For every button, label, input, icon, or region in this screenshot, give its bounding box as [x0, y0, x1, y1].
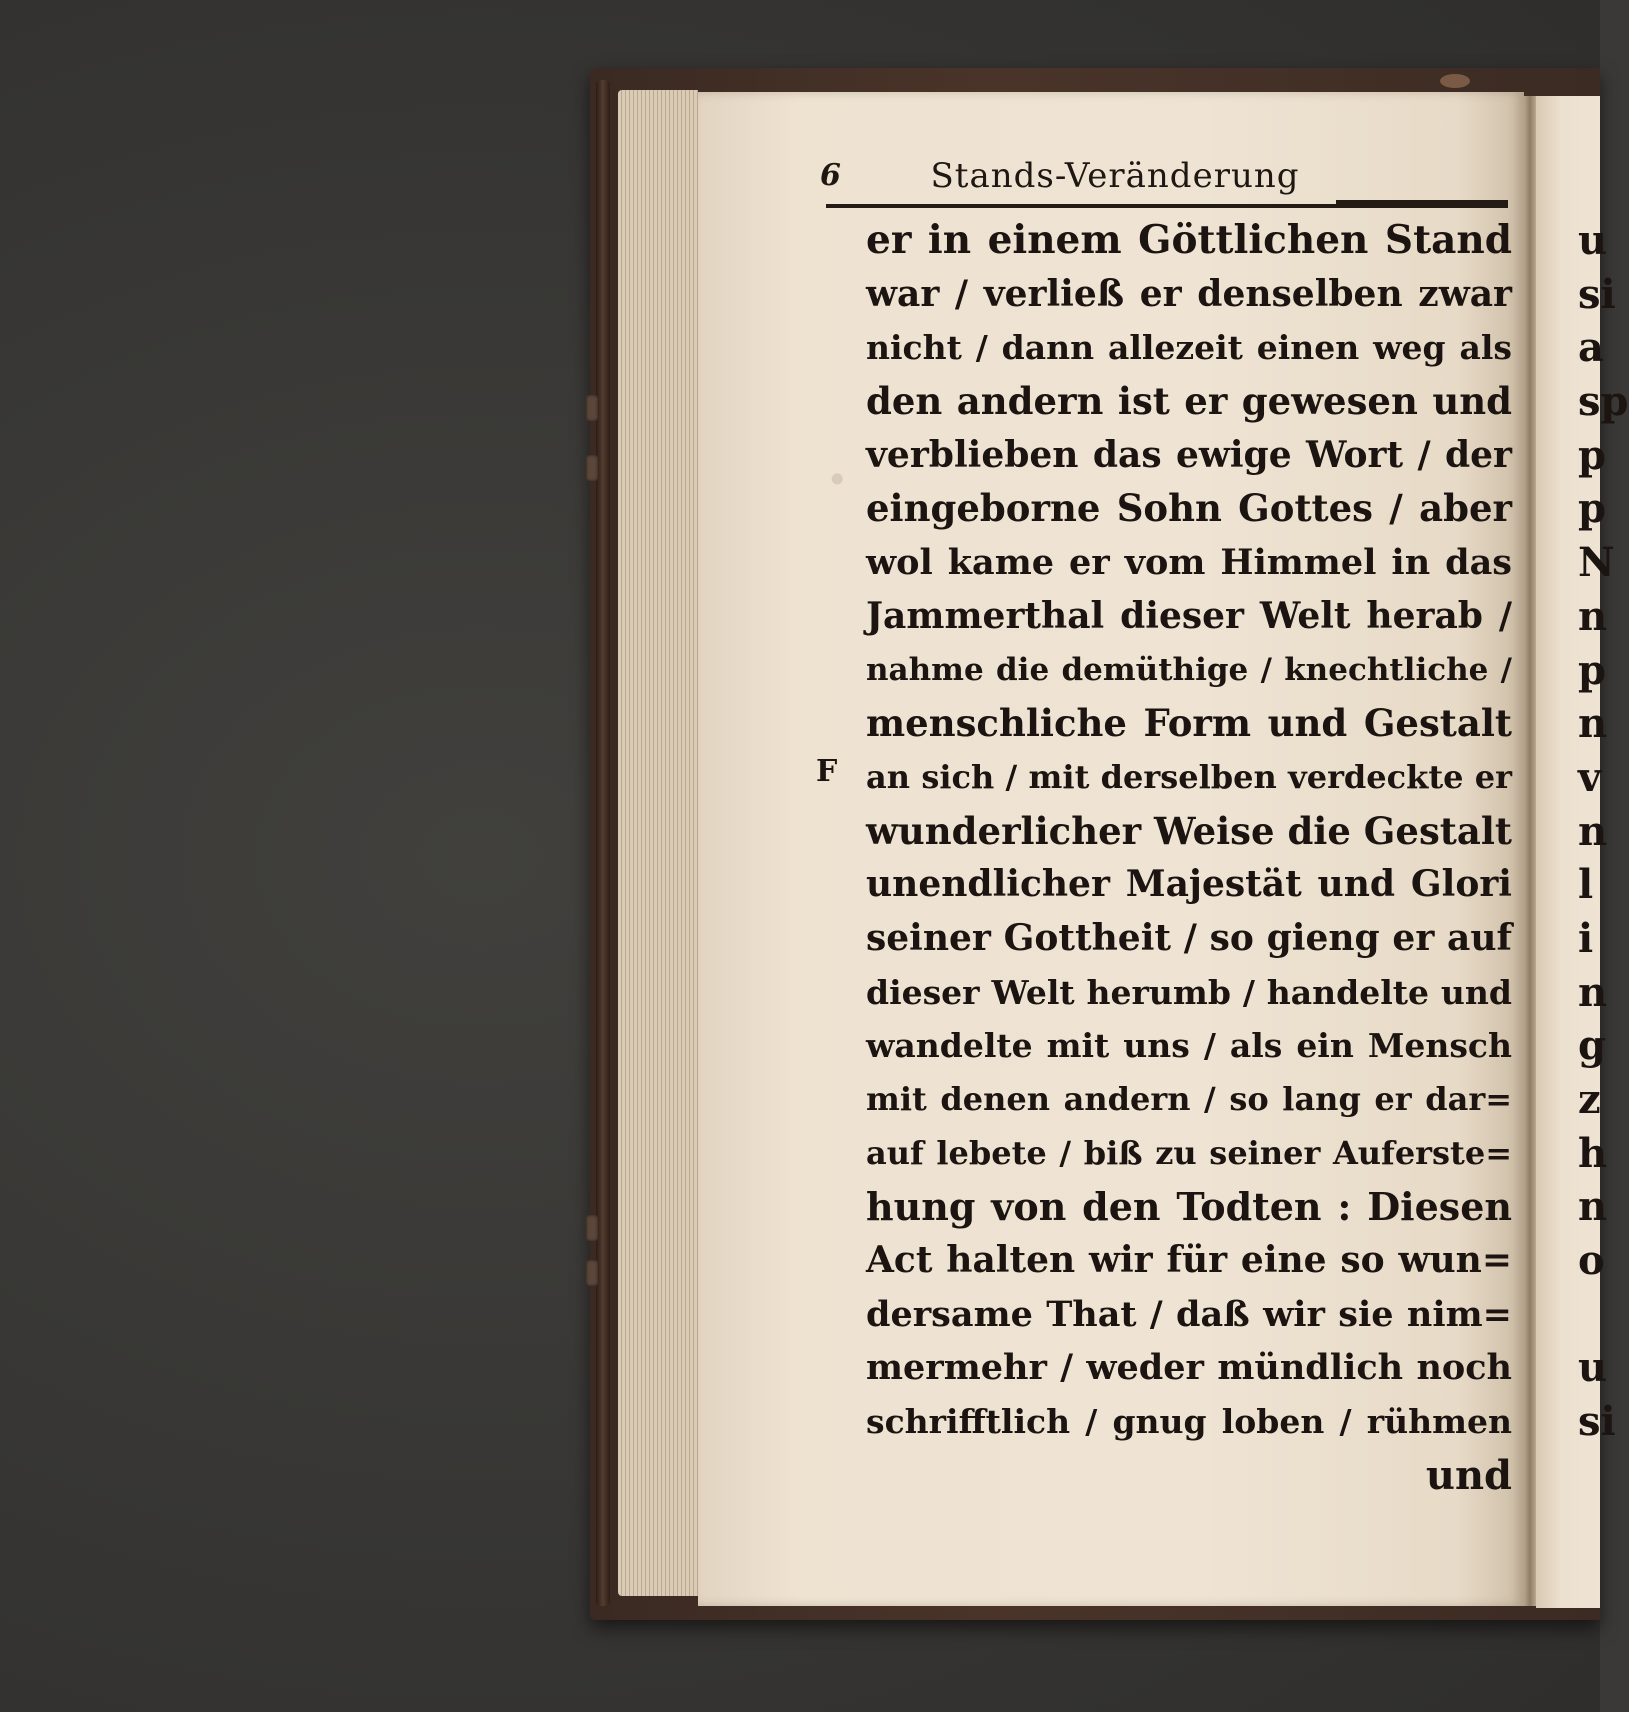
text-line: mit denen andern / so lang er dar= — [866, 1080, 1512, 1118]
facing-line: n — [1578, 700, 1608, 748]
cover-wear-mark — [1440, 74, 1470, 88]
clasp-lower — [586, 1215, 598, 1241]
text-line: nahme die demüthige / knechtliche / — [866, 651, 1512, 688]
facing-line: n — [1578, 1183, 1608, 1231]
text-line: Act halten wir für eine so wun= — [866, 1239, 1512, 1282]
text-line: dersame That / daß wir sie nim= — [866, 1293, 1512, 1335]
clasp-top — [586, 395, 598, 421]
page-edges-stack — [618, 90, 698, 1596]
text-line: hung von den Todten : Diesen — [866, 1184, 1512, 1230]
facing-line: v — [1578, 753, 1602, 801]
book-gutter — [1524, 96, 1536, 1606]
text-line: mermehr / weder mündlich noch — [866, 1347, 1512, 1389]
facing-line: p — [1578, 485, 1606, 533]
facing-line: p — [1578, 431, 1606, 479]
facing-line: si — [1578, 270, 1616, 318]
facing-line: sp — [1578, 378, 1629, 426]
facing-line: z — [1578, 1076, 1601, 1123]
bleed-through-text: • — [826, 458, 849, 502]
catchword: und — [1425, 1451, 1512, 1499]
text-line: an sich / mit derselben verdeckte er — [866, 757, 1512, 796]
text-line: schrifftlich / gnug loben / rühmen — [866, 1402, 1512, 1442]
text-line: wunderlicher Weise die Gestalt — [866, 808, 1512, 853]
text-line: den andern ist er gewesen und — [866, 379, 1512, 424]
clasp-bottom — [586, 1260, 598, 1286]
facing-line: l — [1578, 861, 1594, 909]
text-line: nicht / dann allezeit einen weg als — [866, 328, 1512, 368]
book-spine-edge — [596, 80, 610, 1606]
facing-line: N — [1578, 539, 1615, 587]
facing-line: n — [1578, 807, 1608, 855]
body-text — [866, 214, 1512, 1503]
text-line: er in einem Göttlichen Stand — [866, 217, 1512, 263]
facing-line: h — [1578, 1129, 1608, 1177]
facing-page-text — [1578, 214, 1629, 1449]
facing-line: u — [1578, 217, 1608, 264]
facing-line: n — [1578, 968, 1608, 1016]
facing-line: o — [1578, 1237, 1605, 1285]
text-line: eingeborne Sohn Gottes / aber — [866, 486, 1512, 531]
text-line: auf lebete / biß zu seiner Auferste= — [866, 1133, 1512, 1172]
text-line: wandelte mit uns / als ein Mensch — [866, 1026, 1512, 1066]
text-line: menschliche Form und Gestalt — [866, 701, 1512, 746]
facing-line: si — [1578, 1398, 1616, 1446]
text-line: dieser Welt herumb / handelte und — [866, 972, 1512, 1012]
page-number: 6 — [820, 158, 841, 193]
facing-line: i — [1578, 914, 1594, 962]
facing-line: p — [1578, 646, 1606, 694]
running-head: Stands-Veränderung — [930, 156, 1300, 196]
text-line: war / verließ er denselben zwar — [866, 272, 1512, 315]
facing-line: g — [1578, 1022, 1606, 1070]
head-rule-thick — [1336, 200, 1508, 207]
marginal-note: F — [816, 754, 838, 789]
facing-line: u — [1578, 1344, 1608, 1392]
text-line: verblieben das ewige Wort / der — [866, 433, 1512, 476]
text-line: Jammerthal dieser Welt herab / — [866, 594, 1512, 637]
facing-line: n — [1578, 592, 1608, 640]
text-line: unendlicher Majestät und Glori — [866, 863, 1512, 906]
text-line: seiner Gottheit / so gieng er auf — [866, 916, 1512, 959]
text-line: wol kame er vom Himmel in das — [866, 542, 1512, 584]
clasp-upper — [586, 455, 598, 481]
facing-line — [1578, 1288, 1600, 1342]
facing-line: a — [1578, 324, 1604, 372]
